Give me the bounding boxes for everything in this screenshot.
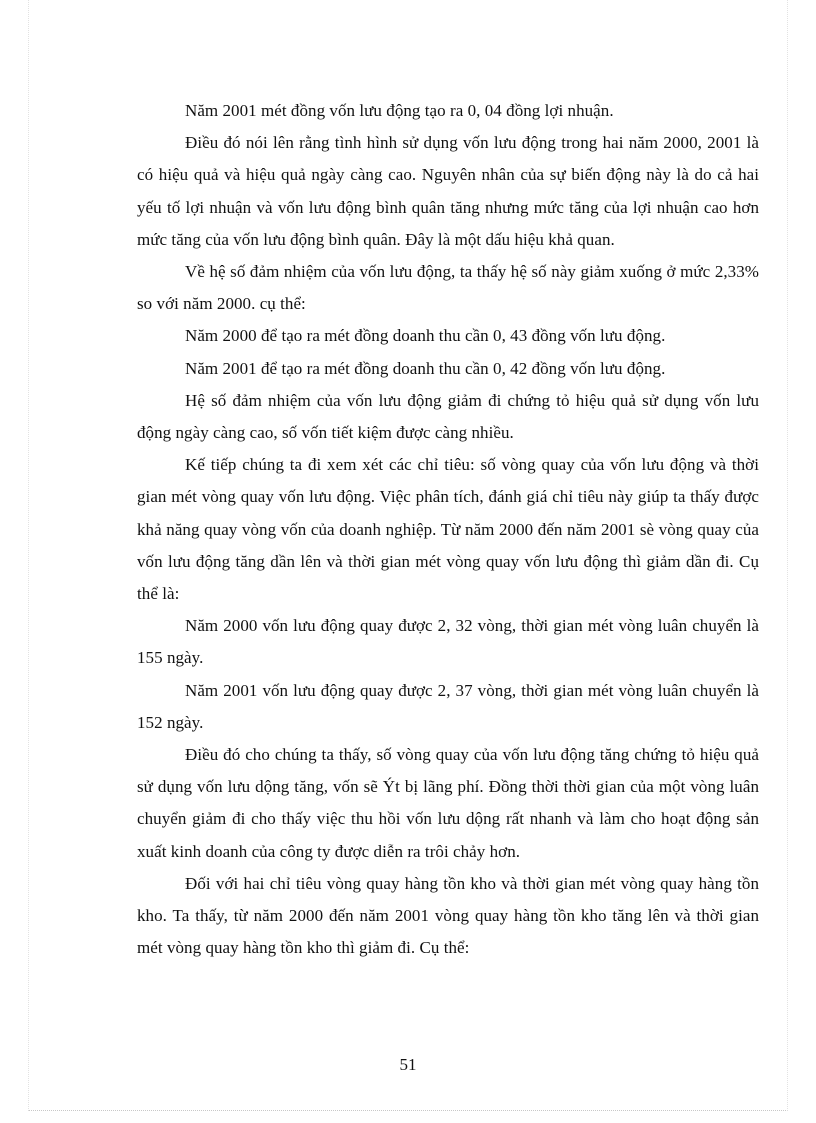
paragraph-11: Đối với hai chỉ tiêu vòng quay hàng tồn kho và thời gian mét vòng quay hàng tồn kho. Ta thấy, từ năm 2000 đến năm 2001 vòng quay hàng tồn kho tăng lên và thời gian mét vòng quay hàng tồn kho thì giảm đi. Cụ thể:: [137, 873, 759, 958]
page-number: 51: [399, 1055, 417, 1074]
paragraph-5: Năm 2001 để tạo ra mét đồng doanh thu cần 0, 42 đồng vốn lưu động.: [185, 358, 666, 378]
paragraph-3: Về hệ số đảm nhiệm của vốn lưu động, ta thấy hệ số này giảm xuống ở mức 2,33% so với năm 2000. cụ thể:: [137, 262, 759, 314]
paragraph-8: Năm 2000 vốn lưu động quay được 2, 32 vòng, thời gian mét vòng luân chuyển là 155 ngày.: [137, 616, 759, 668]
body-text: [137, 95, 759, 964]
paragraph-9: Năm 2001 vốn lưu động quay được 2, 37 vòng, thời gian mét vòng luân chuyển là 152 ngày.: [137, 680, 759, 732]
paragraph-7: Kế tiếp chúng ta đi xem xét các chỉ tiêu: số vòng quay của vốn lưu động và thời gian mét vòng quay vốn lưu động. Việc phân tích, đánh giá chỉ tiêu này giúp ta thấy được khả năng quay vòng vốn của doanh nghiệp. Từ năm 2000 đến năm 2001 sè vòng quay của vốn lưu động tăng dần lên và thời gian mét vòng quay vốn lưu động thì giảm dần đi. Cụ thể là:: [137, 455, 759, 604]
paragraph-1: Năm 2001 mét đồng vốn lưu động tạo ra 0, 04 đồng lợi nhuận.: [185, 101, 614, 120]
paragraph-4: Năm 2000 để tạo ra mét đồng doanh thu cần 0, 43 đồng vốn lưu động.: [185, 326, 666, 346]
paragraph-2: Điều đó nói lên rằng tình hình sử dụng vốn lưu động trong hai năm 2000, 2001 là có hiệu quả và hiệu quả ngày càng cao. Nguyên nhân của sự biến động này là do cả hai yếu tố lợi nhuận và vốn lưu động bình quân tăng nhưng mức tăng của lợi nhuận cao hơn mức tăng của vốn lưu động bình quân. Đây là một dấu hiệu khả quan.: [137, 133, 759, 249]
paragraph-10: Điều đó cho chúng ta thấy, số vòng quay của vốn lưu động tăng chứng tỏ hiệu quả sử dụng vốn lưu dộng tăng, vốn sẽ Ýt bị lãng phí. Đồng thời thời gian của một vòng luân chuyển giảm đi cho thấy việc thu hồi vốn lưu dộng rất nhanh và làm cho hoạt động sản xuất kinh doanh của công ty được diễn ra trôi chảy hơn.: [137, 745, 759, 861]
paragraph-6: Hệ số đảm nhiệm của vốn lưu động giảm đi chứng tỏ hiệu quả sử dụng vốn lưu động ngày càng cao, số vốn tiết kiệm được càng nhiều.: [137, 390, 759, 443]
